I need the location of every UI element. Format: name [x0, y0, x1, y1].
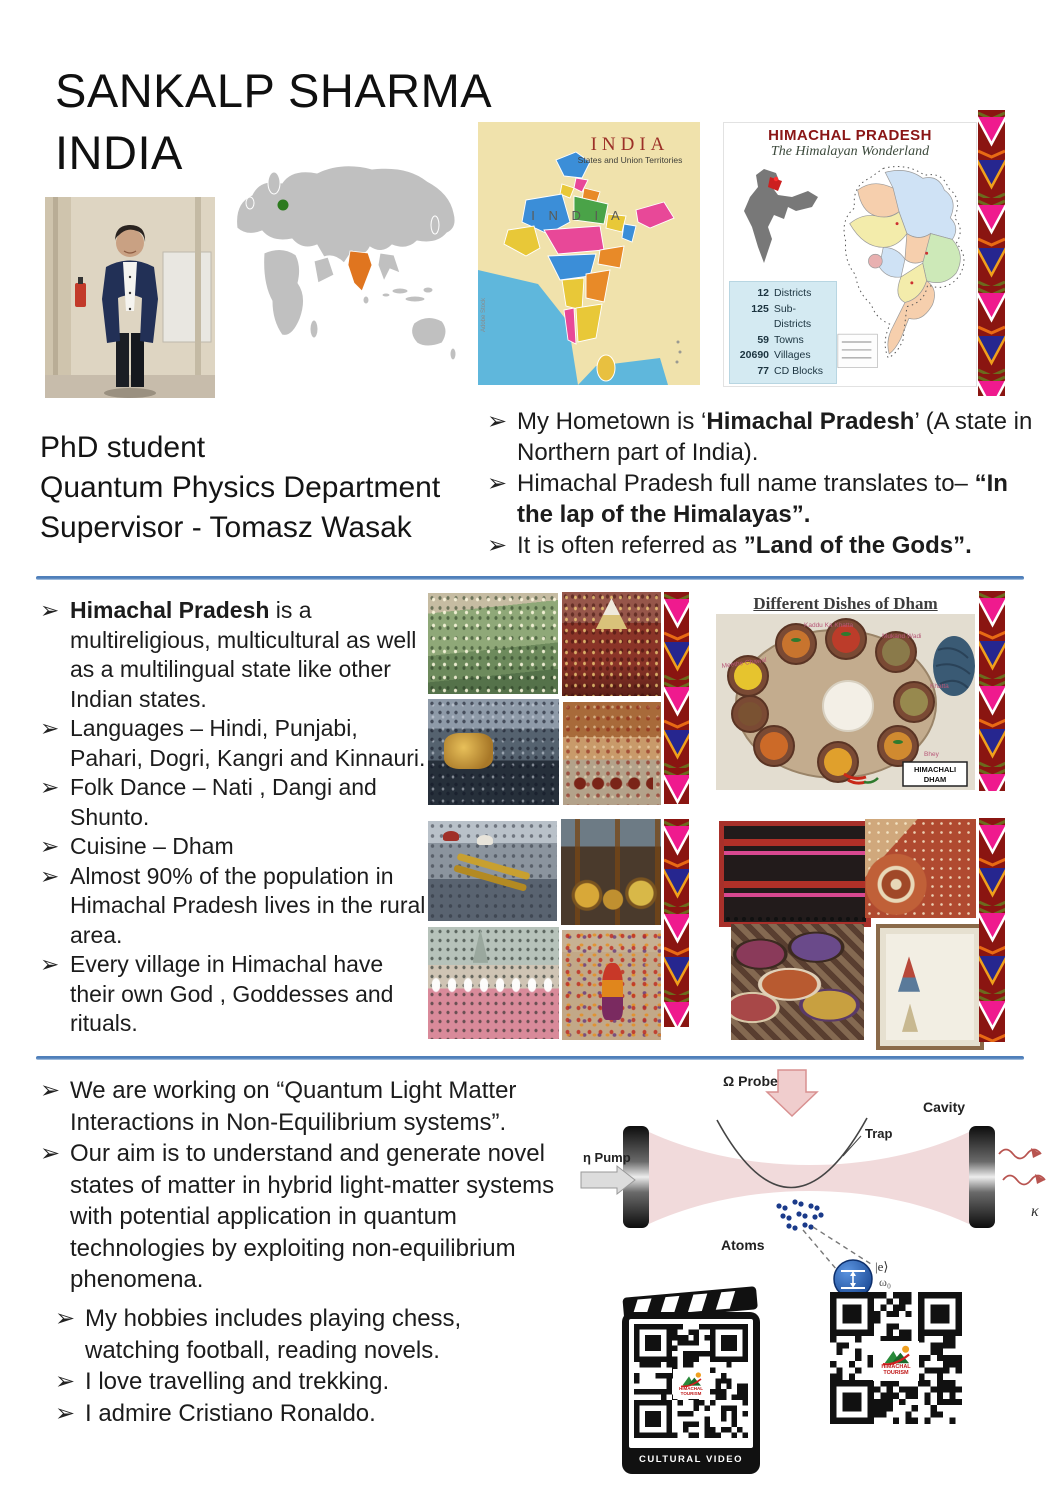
svg-text:INDIA: INDIA — [590, 134, 670, 155]
hometown-bullets — [487, 406, 1043, 561]
qr-himachal-tourism — [830, 1292, 962, 1424]
profile-role: PhD student — [40, 431, 206, 464]
dham-panel — [716, 591, 975, 791]
svg-text:States and Union Territories: States and Union Territories — [577, 155, 683, 165]
himachal-panel-subtitle: The Himalayan Wonderland — [770, 144, 930, 159]
himachal-tourism-logo: HIMACHAL TOURISM — [673, 1369, 709, 1399]
bullet-marker: ➢ — [40, 862, 60, 889]
bullet-marker: ➢ — [487, 470, 508, 497]
svg-text:κ: κ — [1031, 1203, 1039, 1220]
zigzag-strip — [664, 592, 689, 804]
svg-text:Adobe Stock: Adobe Stock — [481, 297, 487, 332]
svg-text:Khatta: Khatta — [930, 683, 949, 690]
bullet-folk-dance: ➢ Folk Dance – Nati , Dangi and Shunto. — [40, 773, 432, 832]
svg-text:Kaddu Ka Khatta: Kaddu Ka Khatta — [804, 622, 854, 629]
dham-platter-image — [716, 614, 975, 790]
svg-text:DHAM: DHAM — [923, 775, 947, 784]
hp-stat-row: 125 Sub-Districts — [751, 302, 812, 330]
photo-festival-crowd-valley — [428, 593, 558, 694]
atoms-cloud — [776, 1199, 823, 1230]
bullet-marker: ➢ — [55, 1305, 76, 1332]
profile-department: Quantum Physics Department — [40, 471, 441, 504]
bullet-marker: ➢ — [55, 1399, 76, 1427]
hp-stat-row: 20690 Villages — [739, 349, 811, 361]
svg-text:I N D I A: I N D I A — [531, 208, 625, 223]
bullet-marker: ➢ — [40, 715, 60, 741]
research-bullets — [40, 1075, 570, 1296]
world-map-india-highlight — [348, 251, 372, 291]
svg-text:Bhey: Bhey — [924, 751, 939, 758]
svg-text:Ω Probe: Ω Probe — [723, 1073, 778, 1089]
svg-text:η Pump: η Pump — [583, 1150, 631, 1165]
bullet-marker: ➢ — [487, 532, 508, 559]
cavity-mirror-right — [969, 1126, 995, 1228]
bullet-ronaldo: ➢ I admire Cristiano Ronaldo. — [55, 1398, 560, 1430]
india-states-map — [478, 122, 700, 385]
bullet-marker: ➢ — [40, 1140, 61, 1167]
bullet-marker: ➢ — [40, 951, 60, 977]
hp-stat-row: 59 Towns — [757, 333, 804, 346]
hobby-bullets — [55, 1303, 560, 1429]
photo-traditional-instruments — [561, 819, 661, 925]
himachal-tourism-logo: HIMACHAL TOURISM — [873, 1341, 919, 1381]
bullet-research-aim: ➢ Our aim is to understand and generate novel states of matter in hybrid light-matter systems with potential application in quantum technologies by exploiting non-equilibrium phenomena. — [40, 1138, 570, 1296]
hp-stats-table — [729, 281, 837, 384]
bullet-multireligious: ➢ Himachal Pradesh is a multireligious, multicultural as well as a multilingual state like other Indian states. — [40, 596, 432, 714]
zigzag-strip — [979, 591, 1005, 791]
photo-masked-dance-courtyard — [563, 702, 661, 805]
bullet-marker: ➢ — [40, 597, 60, 623]
cavity-qed-diagram — [575, 1060, 1053, 1300]
bullet-village-gods: ➢ Every village in Himachal have their own God , Goddesses and rituals. — [40, 950, 432, 1039]
photo-chamba-rumal — [876, 924, 984, 1050]
india-silhouette — [732, 165, 824, 273]
bullet-languages: ➢ Languages – Hindi, Punjabi, Pahari, Dogri, Kangri and Kinnauri. — [40, 714, 432, 773]
svg-text:HIMACHALI: HIMACHALI — [913, 765, 957, 774]
bullet-translation: ➢ Himachal Pradesh full name translates to– “In the lap of the Himalayas”. — [487, 470, 1008, 528]
photo-himachali-caps — [731, 924, 864, 1040]
zigzag-strip — [979, 818, 1005, 1042]
world-map-poland-highlight — [278, 200, 289, 211]
photo-horn-players — [428, 821, 557, 921]
bullet-hometown: ➢ My Hometown is ‘Himachal Pradesh’ (A state in Northern part of India). — [487, 408, 1033, 466]
himachal-bullets — [40, 596, 432, 1039]
zigzag-strip — [664, 819, 689, 1027]
svg-text:Mukand Wadi: Mukand Wadi — [882, 633, 922, 640]
bullet-marker: ➢ — [40, 833, 60, 859]
photo-mirror-embroidery — [865, 819, 976, 918]
student-photo — [45, 197, 215, 398]
bullet-land-of-gods: ➢ It is often referred as ”Land of the Gods”. — [487, 532, 972, 559]
bullet-travelling: ➢ I love travelling and trekking. — [55, 1366, 560, 1398]
profile-block — [40, 428, 490, 548]
bullet-marker: ➢ — [40, 1077, 61, 1104]
student-country: INDIA — [55, 126, 183, 179]
svg-text:Atoms: Atoms — [721, 1237, 765, 1253]
photo-kullu-shawl — [719, 821, 871, 927]
photo-nati-folk-dancers — [428, 927, 559, 1039]
student-name: SANKALP SHARMA — [55, 64, 493, 117]
photo-masked-dancers-colorful — [562, 930, 661, 1040]
bullet-marker: ➢ — [55, 1368, 76, 1395]
qr-frame — [622, 1312, 760, 1474]
svg-text:ω₀: ω₀ — [879, 1275, 892, 1289]
hp-stat-row: 12 Districts — [757, 287, 812, 299]
photo-deity-procession — [562, 592, 661, 696]
section-divider — [36, 576, 1024, 580]
himachal-map-panel — [723, 122, 977, 387]
qr-cultural-video — [620, 1286, 762, 1465]
himachal-panel-title: HIMACHAL PRADESH — [768, 127, 932, 144]
svg-text:Cavity: Cavity — [923, 1099, 966, 1115]
qr-caption: CULTURAL VIDEO — [638, 1454, 744, 1465]
hp-stat-row: 77 CD Blocks — [757, 364, 824, 377]
profile-supervisor: Supervisor - Tomasz Wasak — [40, 511, 412, 544]
photo-chariot-procession — [428, 699, 559, 805]
dham-title: Different Dishes of Dham — [753, 594, 938, 613]
zigzag-strip — [978, 110, 1005, 396]
bullet-cuisine: ➢ Cuisine – Dham — [40, 832, 432, 862]
bullet-research-topic: ➢ We are working on “Quantum Light Matter Interactions in Non-Equilibrium systems”. — [40, 1075, 570, 1138]
svg-text:|e⟩: |e⟩ — [875, 1259, 889, 1274]
bullet-hobbies: ➢ My hobbies includes playing chess, watching football, reading novels. — [55, 1303, 560, 1366]
world-map — [222, 133, 462, 368]
svg-text:Trap: Trap — [865, 1126, 893, 1141]
bullet-rural-population: ➢ Almost 90% of the population in Himachal Pradesh lives in the rural area. — [40, 862, 432, 951]
bullet-marker: ➢ — [487, 408, 508, 435]
bullet-marker: ➢ — [40, 774, 60, 800]
svg-text:Meethe Chawal: Meethe Chawal — [721, 656, 768, 670]
hp-district-map — [828, 163, 974, 381]
